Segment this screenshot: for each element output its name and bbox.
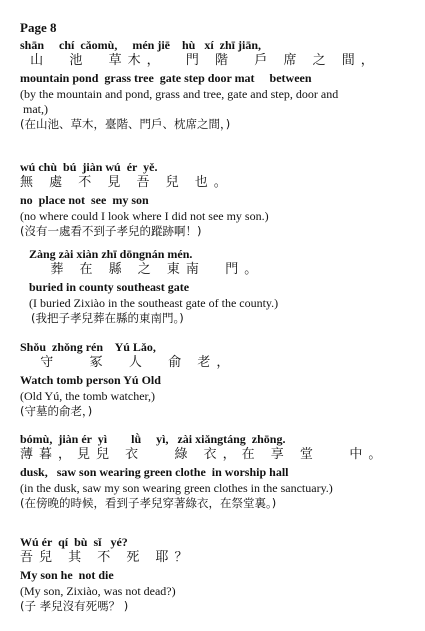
chinese-line: 薄暮，見兒 衣 綠 衣，在 享 堂 中。: [20, 447, 388, 462]
translation-line: (no where could I look where I did not see my son.): [20, 209, 269, 223]
translation-line: (My son, Zixiào, was not dead?): [20, 584, 176, 598]
pinyin-line: bómù, jiàn ér yì lǜ yì, zài xiǎngtáng zhōng.: [20, 432, 286, 446]
pinyin-line: Zàng zài xiàn zhī dōngnán mén.: [20, 247, 193, 261]
chinese-line: 無 處 不 見 吾 兒 也。: [20, 175, 233, 190]
chinese-line: 山 池 草木， 門 階 戶 席 之 間，: [20, 53, 380, 68]
pinyin-line: Shǒu zhǒng rén Yú Lǎo,: [20, 340, 156, 354]
chinese-line: 葬 在 縣 之 東南 門。: [20, 262, 264, 277]
pinyin-line: wú chù bú jiàn wú ér yě.: [20, 160, 158, 174]
pinyin-line: Wú ér qí bù sǐ yé?: [20, 535, 128, 549]
translation-line: (by the mountain and pond, grass and tree, gate and step, door and: [20, 87, 339, 101]
translation-line: mat,): [20, 102, 48, 116]
english-gloss-line: My son he not die: [20, 568, 114, 582]
chinese-line: 吾兒 其 不 死 耶？: [20, 550, 194, 565]
chinese-note-line: (沒有一處看不到子孝兒的蹤跡啊！): [20, 224, 202, 238]
page-number: Page 8: [20, 20, 57, 35]
chinese-note-line: (在山池、草木，臺階、門戶、枕席之間，): [20, 117, 231, 131]
translation-line: (I buried Zixiào in the southeast gate of the county.): [20, 296, 279, 310]
translation-line: (Old Yú, the tomb watcher,): [20, 389, 156, 403]
english-gloss-line: Watch tomb person Yú Old: [20, 373, 161, 387]
chinese-line: 守 冢 人 俞 老，: [20, 355, 236, 370]
english-gloss-line: dusk, saw son wearing green clothe in worship hall: [20, 465, 289, 479]
english-gloss-line: no place not see my son: [20, 193, 149, 207]
chinese-note-line: (守墓的俞老，): [20, 404, 93, 418]
chinese-note-line: (在傍晚的時候，看到子孝兒穿著綠衣，在祭堂裏。): [20, 496, 277, 510]
english-gloss-line: mountain pond grass tree gate step door mat between: [20, 71, 312, 85]
translation-line: (in the dusk, saw my son wearing green clothes in the sanctuary.): [20, 481, 333, 495]
chinese-note-line: (我把子孝兒葬在縣的東南門。): [20, 311, 184, 325]
chinese-note-line: (子 孝兒沒有死嗎？ ): [20, 599, 129, 613]
pinyin-line: shān chí cǎomù, mén jiē hù xí zhī jiān,: [20, 38, 262, 52]
english-gloss-line: buried in county southeast gate: [20, 280, 190, 294]
